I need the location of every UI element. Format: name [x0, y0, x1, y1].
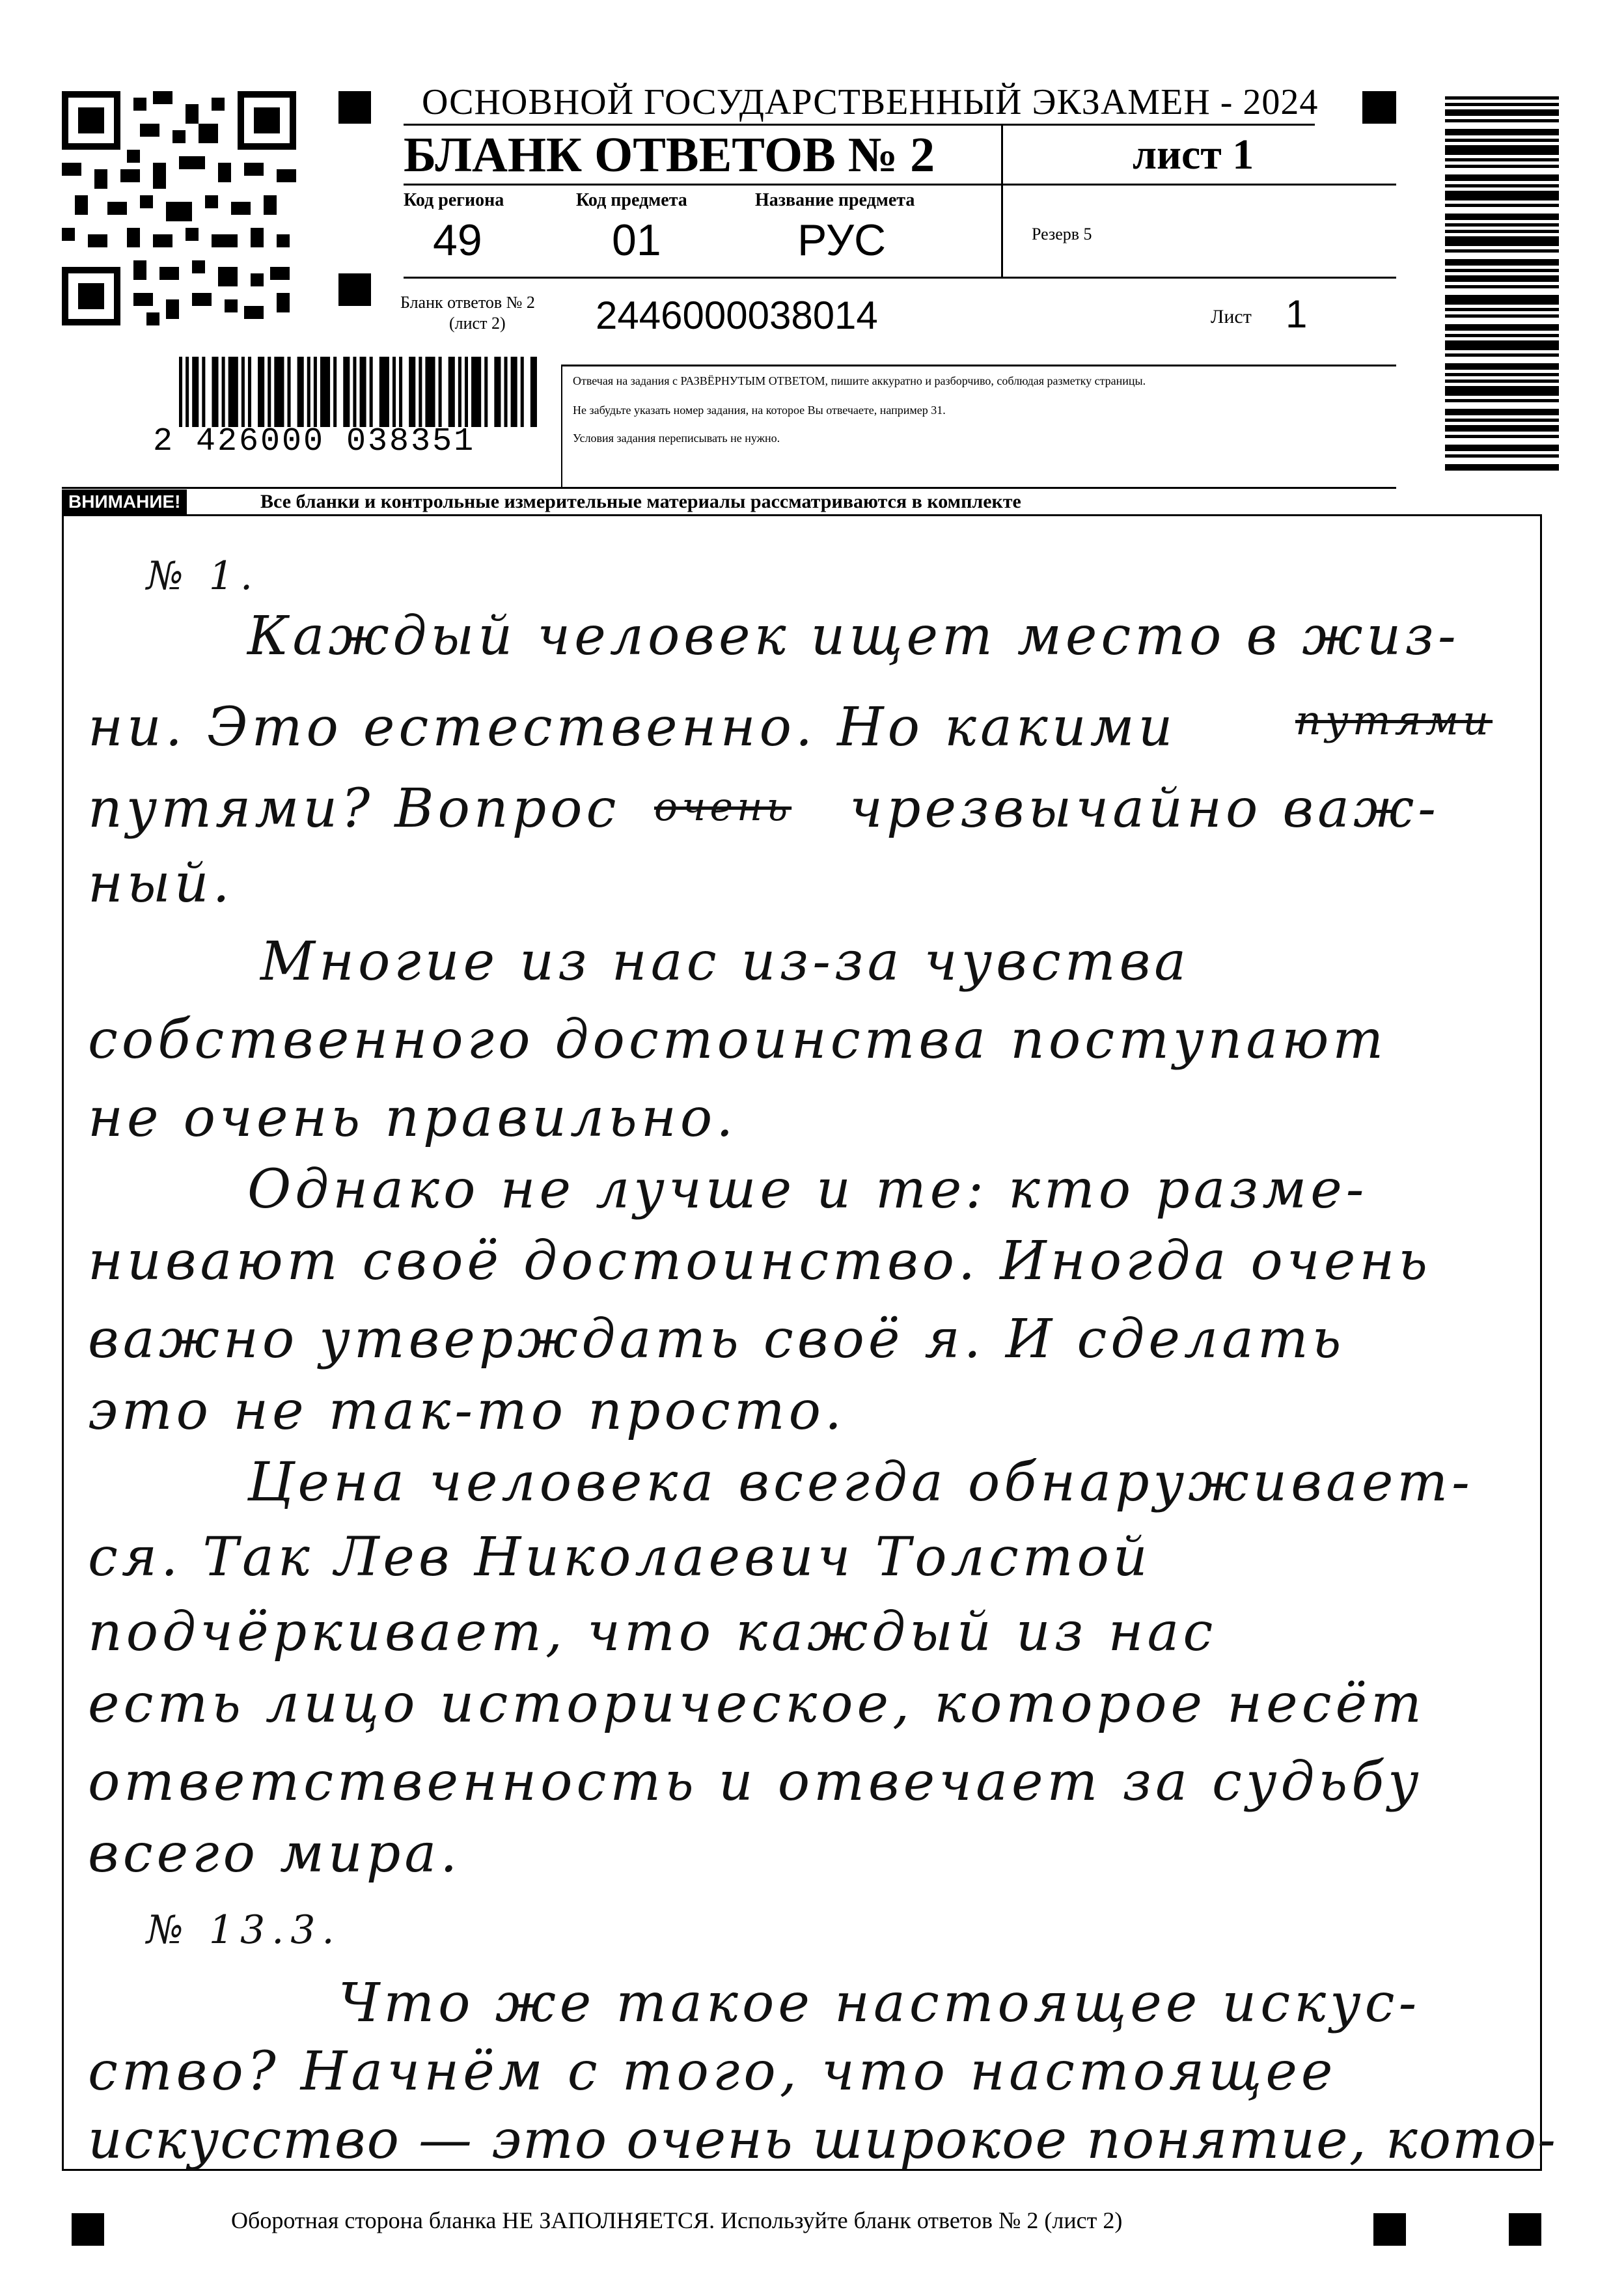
subject-name-value: РУС — [797, 215, 887, 265]
exam-title: ОСНОВНОЙ ГОСУДАРСТВЕННЫЙ ЭКЗАМЕН - 2024 — [422, 82, 1319, 122]
subject-code-value: 01 — [612, 215, 661, 265]
handwritten-line: Каждый человек ищет место в жиз- — [247, 605, 1460, 667]
registration-marker — [1509, 2213, 1541, 2246]
handwritten-line: нивают своё достоинство. Иногда очень — [88, 1230, 1431, 1292]
region-code-value: 49 — [433, 215, 482, 265]
handwritten-line: путями? Вопрос — [88, 778, 620, 840]
handwritten-line: Цена человека всегда обнаруживает- — [247, 1452, 1474, 1513]
barcode-horizontal — [179, 357, 540, 427]
instruction-line: Не забудьте указать номер задания, на которое Вы отвечаете, например 31. — [573, 404, 946, 417]
barcode-digits: 2 426000 038351 — [153, 423, 476, 460]
handwritten-line: Многие из нас из-за чувства — [260, 931, 1190, 993]
divider — [561, 365, 1396, 366]
divider — [404, 124, 1315, 126]
subject-name-label: Название предмета — [755, 190, 915, 210]
handwritten-line: ся. Так Лев Николаевич Толстой — [88, 1526, 1151, 1588]
handwritten-line: важно утверждать своё я. И сделать — [88, 1308, 1345, 1370]
divider — [1001, 186, 1003, 277]
list-value: 1 — [1286, 292, 1308, 336]
instruction-line: Условия задания переписывать не нужно. — [573, 432, 780, 445]
divider — [404, 184, 1396, 186]
task-number: № 13.3. — [146, 1907, 341, 1953]
registration-marker — [72, 2213, 104, 2246]
divider — [404, 277, 1396, 279]
region-code-label: Код региона — [404, 190, 504, 210]
crossed-out-word: очень — [654, 784, 792, 830]
handwritten-line: подчёркивает, что каждый из нас — [88, 1601, 1217, 1663]
handwritten-line: не очень правильно. — [88, 1087, 737, 1149]
divider — [1001, 125, 1003, 184]
instruction-line: Отвечая на задания с РАЗВЁРНУТЫМ ОТВЕТОМ, пишите аккуратно и разборчиво, соблюдая разметку страницы. — [573, 374, 1146, 387]
registration-marker — [338, 273, 371, 306]
sheet-label: лист 1 — [1133, 131, 1254, 178]
handwritten-line: есть лицо историческое, которое несёт — [88, 1673, 1425, 1735]
handwritten-line: Однако не лучше и те: кто разме- — [247, 1159, 1368, 1221]
registration-marker — [1362, 91, 1396, 124]
task-number: № 1. — [146, 553, 260, 599]
qr-code — [62, 91, 296, 325]
handwritten-line: Что же такое настоящее искус- — [338, 1972, 1421, 2034]
handwritten-line: всего мира. — [88, 1823, 461, 1884]
reserve-label: Резерв 5 — [1032, 225, 1092, 243]
continuation-label: Бланк ответов № 2 — [400, 293, 535, 312]
handwritten-line: чрезвычайно важ- — [849, 778, 1440, 840]
handwritten-line: ответственность и отвечает за судьбу — [88, 1751, 1423, 1813]
attention-text: Все бланки и контрольные измерительные материалы рассматриваются в комплекте — [260, 491, 1021, 512]
handwritten-line: это не так-то просто. — [88, 1380, 846, 1442]
handwritten-line: искусство — это очень широкое понятие, кото- — [88, 2109, 1557, 2171]
handwritten-line: ный. — [88, 853, 234, 915]
registration-marker — [1373, 2213, 1406, 2246]
form-name: БЛАНК ОТВЕТОВ № 2 — [404, 128, 935, 182]
divider — [62, 487, 1396, 489]
registration-marker — [338, 91, 371, 124]
handwritten-line: собственного достоинства поступают — [88, 1009, 1388, 1071]
handwritten-line: ни. Это естественно. Но какими — [88, 697, 1177, 758]
continuation-number: 2446000038014 — [596, 294, 878, 337]
footer-note: Оборотная сторона бланка НЕ ЗАПОЛНЯЕТСЯ. Используйте бланк ответов № 2 (лист 2) — [231, 2207, 1123, 2233]
handwritten-line: ство? Начнём с того, что настоящее — [88, 2041, 1337, 2103]
crossed-out-word: путями — [1295, 697, 1493, 744]
divider — [561, 366, 562, 487]
list-label: Лист — [1211, 306, 1252, 327]
continuation-sublabel: (лист 2) — [449, 314, 506, 333]
barcode-vertical — [1445, 96, 1559, 474]
attention-badge: ВНИМАНИЕ! — [62, 490, 187, 514]
subject-code-label: Код предмета — [576, 190, 687, 210]
